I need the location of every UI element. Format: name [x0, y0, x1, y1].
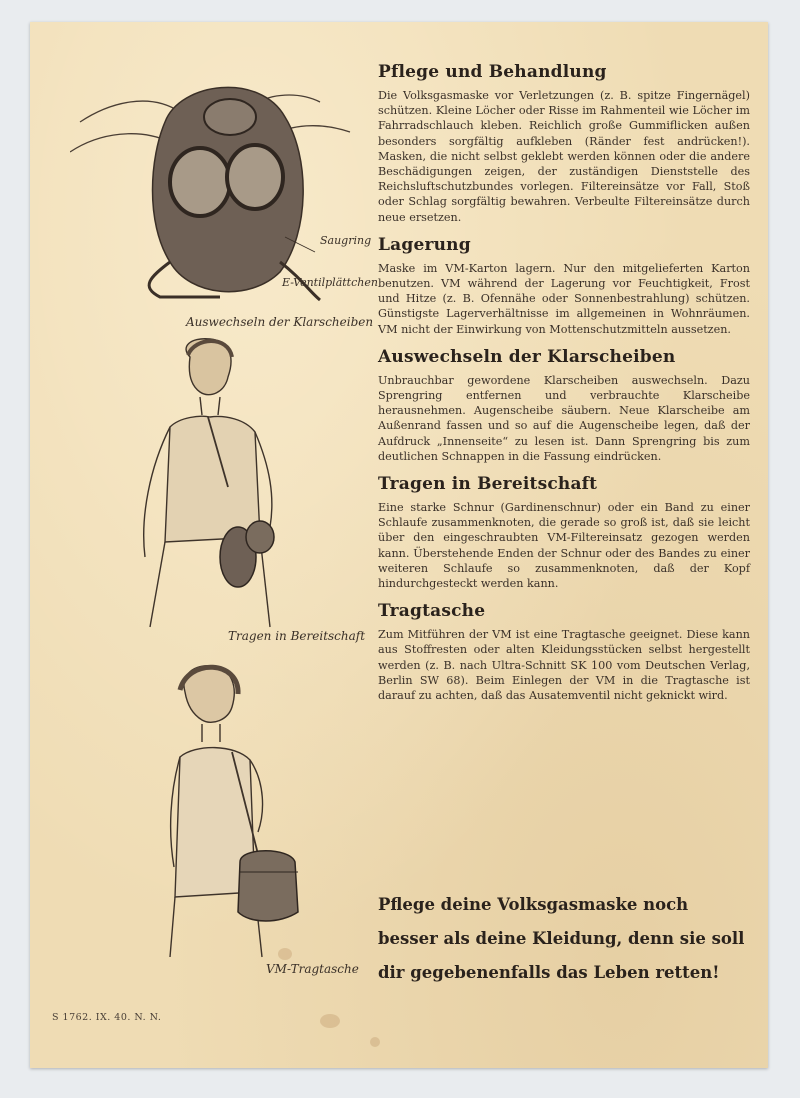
section-body: Unbrauchbar gewordene Klarscheiben auswechseln. Dazu Sprengring entfernen und verbrauchte Klarscheibe herausnehmen. Augenscheibe säubern. Neue Klarscheibe am Außenrand fassen und so auf die Augenscheibe legen, daß der Aufdruck „Innenseite“ zu lesen ist. Dann Sprengring bis zum deutlichen Schnappen in die Fassung eindrücken. — [378, 373, 750, 463]
closing-line: Pflege deine Volksgasmaske noch — [378, 895, 689, 914]
leaflet-sheet — [30, 22, 768, 1068]
section-tragtasche — [378, 601, 750, 703]
section-title: Tragen in Bereitschaft — [378, 474, 598, 495]
closing-line: besser als deine Kleidung, denn sie soll — [378, 929, 745, 948]
section-auswechseln — [378, 347, 750, 464]
gas-mask-hands-illustration — [70, 62, 370, 302]
section-title: Tragtasche — [378, 601, 486, 622]
woman-carrying-mask-illustration — [110, 337, 310, 637]
print-code: S 1762. IX. 40. N. N. — [52, 1012, 162, 1023]
section-lagerung — [378, 235, 750, 337]
closing-line: dir gegebenenfalls das Leben retten! — [378, 963, 720, 982]
section-title: Auswechseln der Klarscheiben — [378, 346, 676, 367]
caption-tragtasche: VM-Tragtasche — [266, 962, 359, 976]
section-body: Die Volksgasmaske vor Verletzungen (z. B. spitze Fingernägel) schützen. Kleine Löcher oder Risse im Rahmenteil wie Löcher im Fahrradschlauch kleben. Reichlich große Gummiflicken außen besonders sorgfältig aufkleben (Ränder fest andrücken!). Masken, die nicht selbst geklebt werden können oder die andere Beschädigungen zeigen, der zuständigen Dienststelle des Reichsluftschutzbundes vorlegen. Filtereinsätze vor Fall, Stoß oder Schlag sorgfältig bewahren. Verbeulte Filtereinsätze durch neue ersetzen. — [378, 89, 750, 224]
caption-auswechseln: Auswechseln der Klarscheiben — [186, 315, 374, 329]
woman-with-bag-illustration — [140, 662, 330, 962]
caption-saugring: Saugring — [320, 234, 372, 247]
section-tragen — [378, 474, 750, 591]
section-body: Zum Mitführen der VM ist eine Tragtasche geeignet. Diese kann aus Stoffresten oder alten Kleidungsstücken selbst hergestellt werden (z. B. nach Ultra-Schnitt SK 100 vom Deutschen Verlag, Berlin SW 68). Beim Einlegen der VM in die Tragtasche ist darauf zu achten, daß das Ausatemventil nicht geknickt wird. — [378, 628, 750, 703]
section-title: Pflege und Behandlung — [378, 62, 607, 82]
closing-appeal — [378, 888, 750, 990]
caption-ventil: E-Ventilplättchen — [282, 276, 378, 289]
instructions-column — [378, 62, 750, 713]
section-title: Lagerung — [378, 234, 471, 255]
section-body: Maske im VM-Karton lagern. Nur den mitgelieferten Karton benutzen. VM während der Lagerung vor Feuchtigkeit, Frost und Hitze (z. B. Ofennähe oder Sonnenbestrahlung) schützen. Günstigste Lagerverhältnisse im allgemeinen in Wohnräumen. VM nicht der Einwirkung von Mottenschutzmitteln aussetzen. — [378, 261, 750, 336]
section-pflege — [378, 62, 750, 225]
caption-tragen: Tragen in Bereitschaft — [228, 629, 366, 643]
section-body: Eine starke Schnur (Gardinenschnur) oder ein Band zu einer Schlaufe zusammenknoten, die gerade so groß ist, daß sie leicht über den eingeschraubten VM-Filtereinsatz gezogen werden kann. Überstehende Enden der Schnur oder des Bandes zu einer weiteren Schlaufe so zusammenknoten, daß der Kopf hindurchgesteckt werden kann. — [378, 501, 750, 591]
